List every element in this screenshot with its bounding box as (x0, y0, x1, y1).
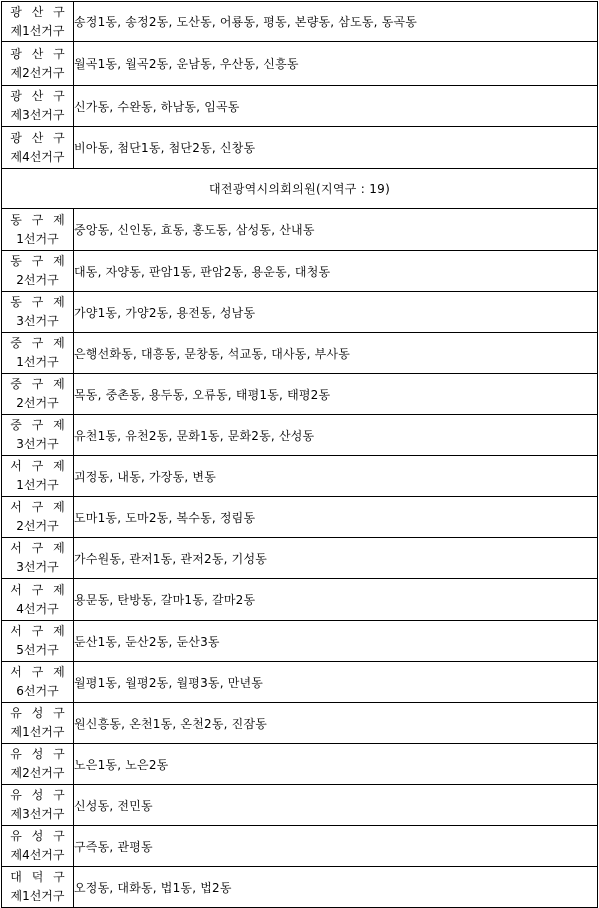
dong-list-cell: 둔산1동, 둔산2동, 둔산3동 (74, 621, 598, 662)
district-name-line1: 서 구 제 (10, 624, 68, 638)
district-name-line1: 유 성 구 (10, 788, 68, 802)
district-name-cell (2, 456, 74, 497)
table-row (2, 251, 598, 292)
dong-list-cell: 신성동, 전민동 (74, 785, 598, 826)
electoral-district-table (1, 1, 598, 908)
table-body (2, 2, 598, 908)
district-name-line2: 1선거구 (16, 231, 59, 246)
district-name-line1: 광 산 구 (10, 4, 68, 19)
district-name-line1: 광 산 구 (10, 46, 68, 61)
district-name-line2: 1선거구 (16, 478, 59, 492)
district-name-line2: 2선거구 (16, 396, 59, 410)
table-row (2, 744, 598, 785)
district-name-cell (2, 42, 74, 86)
district-name-line2: 제1선거구 (10, 889, 65, 903)
table-row (2, 86, 598, 127)
table-row (2, 127, 598, 169)
district-name-cell (2, 662, 74, 703)
district-name-cell (2, 209, 74, 251)
dong-list-cell: 신가동, 수완동, 하남동, 임곡동 (74, 86, 598, 127)
table-row (2, 785, 598, 826)
district-name-line1: 서 구 제 (10, 582, 68, 597)
dong-list-cell: 대동, 자양동, 판암1동, 판암2동, 용운동, 대청동 (74, 251, 598, 292)
dong-list-cell: 비아동, 첨단1동, 첨단2동, 신창동 (74, 127, 598, 169)
table-row (2, 415, 598, 456)
district-name-cell (2, 292, 74, 333)
district-name-line2: 3선거구 (16, 560, 59, 574)
table-row (2, 2, 598, 42)
dong-list-cell: 오정동, 대화동, 법1동, 법2동 (74, 867, 598, 908)
dong-list-cell: 월곡1동, 월곡2동, 운남동, 우산동, 신흥동 (74, 42, 598, 86)
district-name-cell (2, 127, 74, 169)
district-name-line1: 동 구 제 (10, 254, 68, 268)
district-name-line2: 1선거구 (16, 355, 59, 369)
district-name-cell (2, 579, 74, 621)
district-name-line1: 유 성 구 (10, 706, 68, 720)
district-name-line1: 유 성 구 (10, 747, 68, 761)
table-row (2, 538, 598, 579)
district-name-cell (2, 744, 74, 785)
dong-list-cell: 유천1동, 유천2동, 문화1동, 문화2동, 산성동 (74, 415, 598, 456)
district-name-line2: 제2선거구 (10, 766, 65, 780)
table-row (2, 374, 598, 415)
district-name-line1: 대 덕 구 (10, 870, 68, 884)
dong-list-cell: 가수원동, 관저1동, 관저2동, 기성동 (74, 538, 598, 579)
district-name-line1: 유 성 구 (10, 829, 68, 843)
district-name-line1: 중 구 제 (10, 377, 68, 391)
district-name-line1: 광 산 구 (10, 130, 68, 145)
table-row (2, 292, 598, 333)
district-name-line2: 2선거구 (16, 519, 59, 533)
table-row (2, 333, 598, 374)
dong-list-cell: 구즉동, 관평동 (74, 826, 598, 867)
section-header-row (2, 169, 598, 209)
district-name-line2: 제1선거구 (10, 725, 65, 739)
district-name-line2: 2선거구 (16, 273, 59, 287)
district-name-line1: 중 구 제 (10, 336, 68, 350)
district-name-cell (2, 251, 74, 292)
table-row (2, 497, 598, 538)
district-name-cell (2, 333, 74, 374)
table-row (2, 579, 598, 621)
district-name-cell (2, 538, 74, 579)
table-row (2, 703, 598, 744)
district-name-cell (2, 621, 74, 662)
dong-list-cell: 목동, 중촌동, 용두동, 오류동, 태평1동, 태평2동 (74, 374, 598, 415)
table-row (2, 867, 598, 908)
table-row (2, 826, 598, 867)
dong-list-cell: 도마1동, 도마2동, 복수동, 정림동 (74, 497, 598, 538)
district-name-line1: 동 구 제 (10, 295, 68, 309)
table-row (2, 42, 598, 86)
district-name-line2: 제4선거구 (10, 848, 65, 862)
table-row (2, 456, 598, 497)
district-name-cell (2, 497, 74, 538)
dong-list-cell: 노은1동, 노은2동 (74, 744, 598, 785)
district-name-line1: 서 구 제 (10, 459, 68, 473)
district-name-line1: 동 구 제 (10, 212, 68, 227)
district-name-cell (2, 867, 74, 908)
district-name-line2: 3선거구 (16, 314, 59, 328)
dong-list-cell: 원신흥동, 온천1동, 온천2동, 진잠동 (74, 703, 598, 744)
district-name-line2: 제1선거구 (10, 23, 65, 38)
table-row (2, 209, 598, 251)
dong-list-cell: 괴정동, 내동, 가장동, 변동 (74, 456, 598, 497)
dong-list-cell: 중앙동, 신인동, 효동, 홍도동, 삼성동, 산내동 (74, 209, 598, 251)
district-name-line2: 3선거구 (16, 437, 59, 451)
district-name-line1: 광 산 구 (10, 89, 68, 103)
table-row (2, 621, 598, 662)
section-header: 대전광역시의회의원(지역구 : 19) (2, 169, 598, 209)
dong-list-cell: 가양1동, 가양2동, 용전동, 성남동 (74, 292, 598, 333)
district-name-line1: 중 구 제 (10, 418, 68, 432)
district-name-line1: 서 구 제 (10, 665, 68, 679)
district-name-cell (2, 826, 74, 867)
district-name-line2: 제4선거구 (10, 149, 65, 164)
district-name-line2: 제3선거구 (10, 807, 65, 821)
table-row (2, 662, 598, 703)
district-name-line2: 4선거구 (16, 601, 59, 616)
dong-list-cell: 은행선화동, 대흥동, 문창동, 석교동, 대사동, 부사동 (74, 333, 598, 374)
district-name-line2: 제3선거구 (10, 108, 65, 122)
district-name-line1: 서 구 제 (10, 541, 68, 555)
district-name-cell (2, 785, 74, 826)
district-name-line2: 제2선거구 (10, 65, 65, 80)
district-name-cell (2, 415, 74, 456)
district-name-cell (2, 374, 74, 415)
dong-list-cell: 월평1동, 월평2동, 월평3동, 만년동 (74, 662, 598, 703)
district-name-cell (2, 703, 74, 744)
district-name-cell (2, 86, 74, 127)
dong-list-cell: 용문동, 탄방동, 갈마1동, 갈마2동 (74, 579, 598, 621)
dong-list-cell: 송정1동, 송정2동, 도산동, 어룡동, 평동, 본량동, 삼도동, 동곡동 (74, 2, 598, 42)
district-name-line2: 6선거구 (16, 684, 59, 698)
district-name-line2: 5선거구 (16, 643, 59, 657)
district-name-line1: 서 구 제 (10, 500, 68, 514)
district-name-cell (2, 2, 74, 42)
